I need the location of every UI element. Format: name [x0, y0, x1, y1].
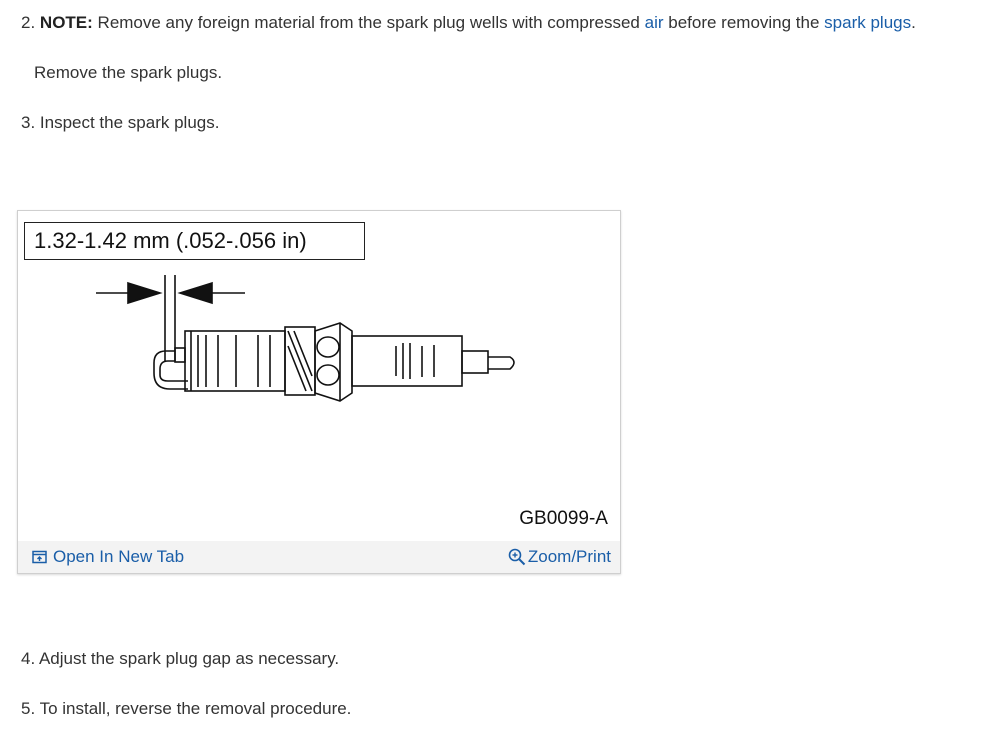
- step-4: 4. Adjust the spark plug gap as necessary.: [21, 649, 340, 668]
- spark-plug-illustration: [18, 211, 620, 541]
- step-2-number: 2.: [21, 13, 36, 32]
- step-5: 5. To install, reverse the removal procedure.: [21, 699, 352, 718]
- step-2-text-c: .: [911, 13, 916, 32]
- figure-toolbar: [18, 541, 620, 573]
- open-in-new-tab-icon: [32, 550, 48, 564]
- zoom-print-label: Zoom/Print: [527, 547, 611, 566]
- step-2-text-b: before removing the: [663, 13, 825, 32]
- zoom-icon: [508, 548, 526, 566]
- note-label: NOTE:: [39, 13, 93, 32]
- gap-spec-label: 1.32-1.42 mm (.052-.056 in): [24, 222, 365, 260]
- open-in-new-tab-label: Open In New Tab: [53, 547, 185, 566]
- step-2-text-a: Remove any foreign material from the spark plug wells with compressed: [92, 13, 645, 32]
- zoom-print-button[interactable]: [508, 547, 611, 567]
- air-link[interactable]: air: [644, 13, 664, 32]
- step-2-substep: Remove the spark plugs.: [34, 63, 223, 82]
- figure: [17, 210, 621, 574]
- step-2: [21, 12, 916, 34]
- step-3: 3. Inspect the spark plugs.: [21, 113, 220, 132]
- open-in-new-tab-button[interactable]: [32, 547, 184, 567]
- spark-plugs-link[interactable]: spark plugs: [824, 13, 912, 32]
- figure-code: GB0099-A: [519, 508, 608, 529]
